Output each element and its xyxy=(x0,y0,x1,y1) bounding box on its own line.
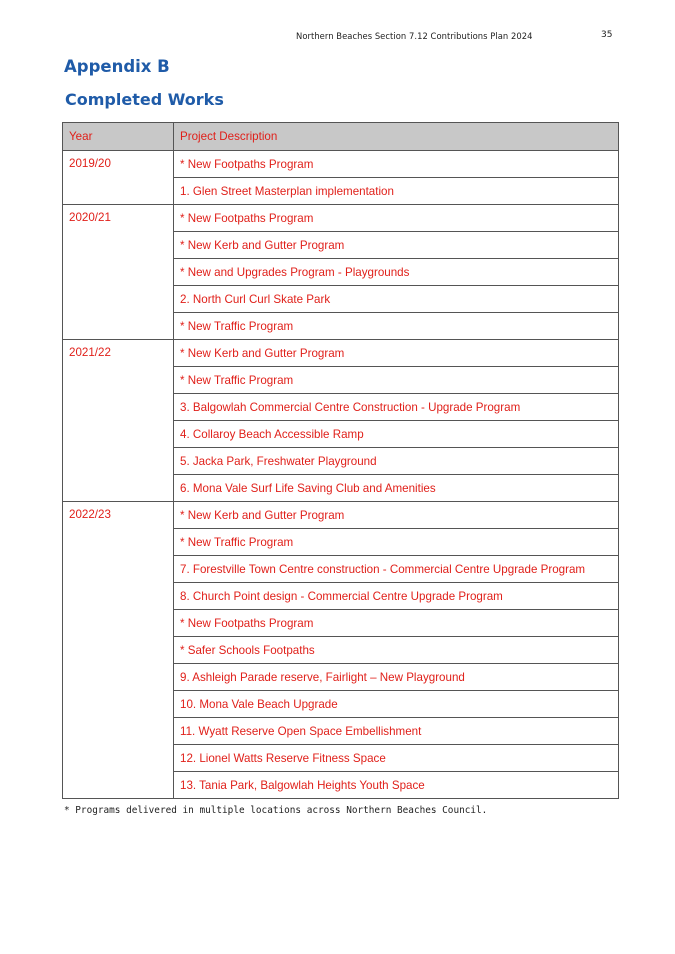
document-title: Northern Beaches Section 7.12 Contributions Plan 2024 xyxy=(296,31,533,41)
table-header-row xyxy=(63,123,619,151)
project-description-cell: 9. Ashleigh Parade reserve, Fairlight – New Playground xyxy=(174,664,619,691)
project-description-cell: * New Footpaths Program xyxy=(174,151,619,178)
table-row xyxy=(63,340,619,367)
year-cell: 2020/21 xyxy=(63,205,174,340)
year-cell: 2022/23 xyxy=(63,502,174,799)
project-description-cell: * New and Upgrades Program - Playgrounds xyxy=(174,259,619,286)
project-description-cell: * New Kerb and Gutter Program xyxy=(174,502,619,529)
table-body xyxy=(63,151,619,799)
table-row xyxy=(63,502,619,529)
project-description-cell: 4. Collaroy Beach Accessible Ramp xyxy=(174,421,619,448)
project-description-cell: 13. Tania Park, Balgowlah Heights Youth Space xyxy=(174,772,619,799)
project-description-cell: * New Kerb and Gutter Program xyxy=(174,340,619,367)
project-description-cell: * New Traffic Program xyxy=(174,367,619,394)
project-description-cell: 7. Forestville Town Centre construction - Commercial Centre Upgrade Program xyxy=(174,556,619,583)
project-description-cell: 8. Church Point design - Commercial Centre Upgrade Program xyxy=(174,583,619,610)
project-description-cell: * New Traffic Program xyxy=(174,313,619,340)
appendix-heading: Appendix B xyxy=(64,57,170,76)
project-description-cell: 2. North Curl Curl Skate Park xyxy=(174,286,619,313)
page-number: 35 xyxy=(601,30,613,40)
table-row xyxy=(63,205,619,232)
year-cell: 2021/22 xyxy=(63,340,174,502)
project-description-cell: 1. Glen Street Masterplan implementation xyxy=(174,178,619,205)
project-description-cell: * New Traffic Program xyxy=(174,529,619,556)
project-description-cell: * New Footpaths Program xyxy=(174,205,619,232)
project-description-cell: * Safer Schools Footpaths xyxy=(174,637,619,664)
footnote: * Programs delivered in multiple locations across Northern Beaches Council. xyxy=(64,805,488,816)
column-header-description: Project Description xyxy=(174,123,619,151)
project-description-cell: 10. Mona Vale Beach Upgrade xyxy=(174,691,619,718)
project-description-cell: 3. Balgowlah Commercial Centre Construction - Upgrade Program xyxy=(174,394,619,421)
project-description-cell: * New Footpaths Program xyxy=(174,610,619,637)
project-description-cell: 12. Lionel Watts Reserve Fitness Space xyxy=(174,745,619,772)
project-description-cell: * New Kerb and Gutter Program xyxy=(174,232,619,259)
project-description-cell: 6. Mona Vale Surf Life Saving Club and Amenities xyxy=(174,475,619,502)
project-description-cell: 11. Wyatt Reserve Open Space Embellishment xyxy=(174,718,619,745)
project-description-cell: 5. Jacka Park, Freshwater Playground xyxy=(174,448,619,475)
completed-works-table xyxy=(62,122,619,799)
year-cell: 2019/20 xyxy=(63,151,174,205)
column-header-year: Year xyxy=(63,123,174,151)
section-heading: Completed Works xyxy=(65,90,224,109)
table-row xyxy=(63,151,619,178)
